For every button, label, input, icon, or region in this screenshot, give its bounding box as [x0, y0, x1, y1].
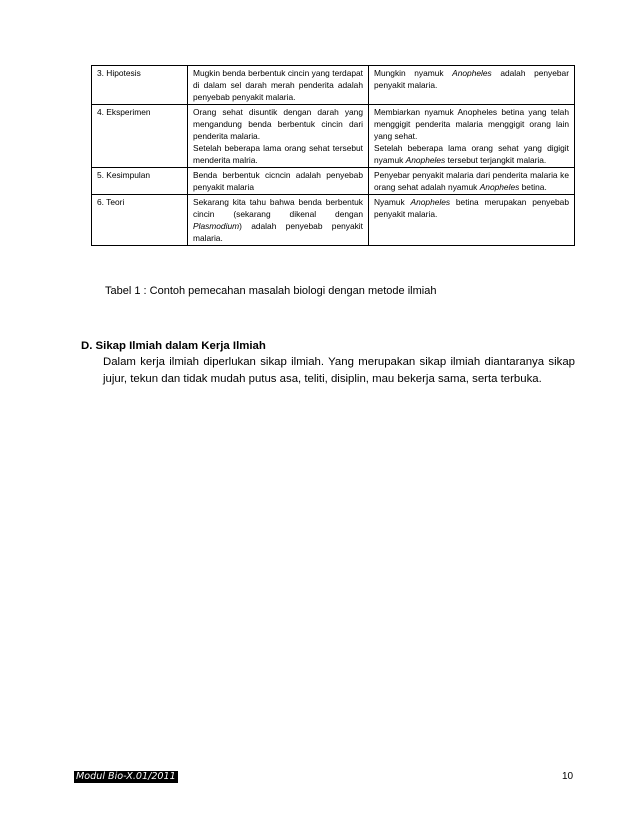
table-row [92, 195, 575, 246]
cell-italic-text: Anopheles [452, 68, 492, 78]
cell-text: adalah penyebar penyakit malaria. [374, 68, 569, 90]
section-heading: D. Sikap Ilmiah dalam Kerja Ilmiah [81, 340, 266, 352]
cell-text: Membiarkan nyamuk Anopheles betina yang telah menggigit penderita malaria menggigit orang lain yang sehat. [374, 107, 569, 141]
cell-text: Setelah beberapa lama orang sehat yang digigit nyamuk [374, 143, 569, 165]
example-cell [188, 168, 369, 195]
cell-text: betina. [519, 182, 547, 192]
section-paragraph: Dalam kerja ilmiah diperlukan sikap ilmiah. Yang merupakan sikap ilmiah diantaranya sikap jujur, tekun dan tidak mudah putus asa, teliti, disiplin, mau bekerja sama, serta terbuka. [103, 356, 575, 385]
result-cell [369, 66, 575, 105]
cell-text: Nyamuk [374, 197, 411, 207]
result-cell [369, 105, 575, 168]
cell-text: tersebut terjangkit malaria. [445, 155, 547, 165]
footer-module-label: Modul Bio-X.01/2011 [76, 771, 176, 782]
step-cell: 6. Teori [92, 195, 188, 246]
cell-text: Sekarang kita tahu bahwa benda berbentuk cincin (sekarang dikenal dengan [193, 197, 363, 219]
step-cell: 5. Kesimpulan [92, 168, 188, 195]
cell-text: Orang sehat disuntik dengan darah yang mengandung benda berbentuk cincin dari penderita malaria. [193, 107, 363, 141]
cell-text: ) adalah penyebab penyakit malaria. [193, 221, 363, 243]
step-cell: 4. Eksperimen [92, 105, 188, 168]
cell-text: Penyebar penyakit malaria dari penderita malaria ke orang sehat adalah nyamuk [374, 170, 569, 192]
step-cell: 3. Hipotesis [92, 66, 188, 105]
cell-text: betina merupakan penyebab penyakit malaria. [374, 197, 569, 219]
page-number: 10 [562, 771, 574, 782]
method-table-container [91, 65, 575, 246]
table-row [92, 105, 575, 168]
cell-text: Setelah beberapa lama orang sehat tersebut menderita malria. [193, 143, 363, 165]
result-cell [369, 168, 575, 195]
example-cell [188, 195, 369, 246]
table-row [92, 66, 575, 105]
cell-italic-text: Anopheles [479, 182, 520, 192]
cell-text: Benda berbentuk cicncin adalah penyebab penyakit malaria [193, 170, 363, 192]
cell-text: Mugkin benda berbentuk cincin yang terdapat di dalam sel darah merah penderita adalah penyebab penyakit malaria. [193, 68, 363, 102]
cell-text: Mungkin nyamuk [374, 68, 453, 78]
table-caption: Tabel 1 : Contoh pemecahan masalah biologi dengan metode ilmiah [105, 285, 437, 297]
scientific-method-table [91, 65, 575, 246]
result-cell [369, 195, 575, 246]
cell-italic-text: Anopheles [410, 197, 451, 207]
table-body [92, 66, 575, 246]
cell-italic-text: Anopheles [405, 155, 446, 165]
table-row [92, 168, 575, 195]
example-cell [188, 105, 369, 168]
example-cell [188, 66, 369, 105]
cell-italic-text: Plasmodium [193, 221, 240, 231]
